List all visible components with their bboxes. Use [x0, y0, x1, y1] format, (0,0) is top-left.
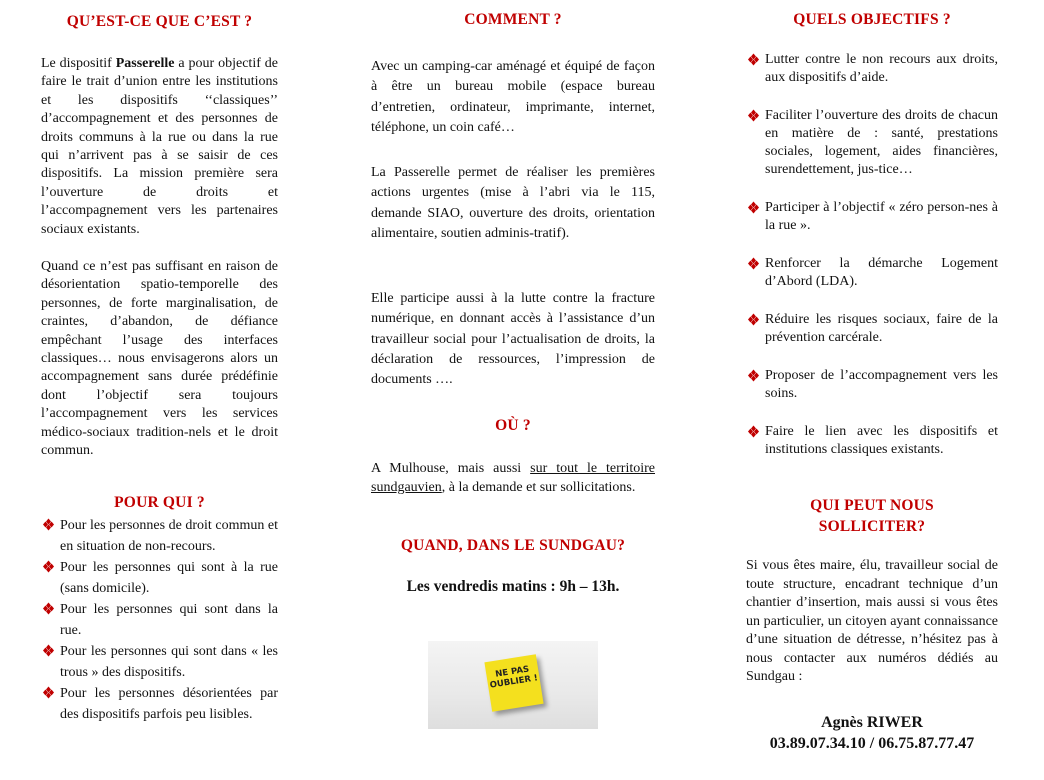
list-item: Faire le lien avec les dispositifs et institutions classiques existants.: [746, 423, 998, 459]
list-item: Proposer de l’accompagnement vers les soins.: [746, 367, 998, 403]
diamond-bullet-icon: [747, 369, 760, 382]
list-item: Lutter contre le non recours aux droits, aux dispositifs d’aide.: [746, 51, 998, 87]
diamond-bullet-icon: [747, 425, 760, 438]
section-title-objectives: QUELS OBJECTIFS ?: [793, 11, 951, 28]
list-item: Réduire les risques sociaux, faire de la prévention carcérale.: [746, 311, 998, 347]
contact-paragraph: Si vous êtes maire, élu, travailleur social de toute structure, encadrant technique d’un chantier d’insertion, mais aussi si vous êtes un particulier, un citoyen ayant connaissance d’une situation de détresse, n’hésitez pas à nous contacter aux numéros dédiés au Sundgau :: [746, 558, 998, 684]
for-whom-list: [41, 515, 278, 725]
list-item: Pour les personnes de droit commun et en situation de non-recours.: [41, 515, 278, 557]
sticky-note-icon: NE PAS OUBLIER !: [484, 654, 543, 712]
territory-link: sur tout le territoire sundgauvien: [371, 461, 655, 495]
where-paragraph: A Mulhouse, mais aussi sur tout le territoire sundgauvien, à la demande et sur sollicitations.: [371, 461, 655, 495]
list-item: Pour les personnes qui sont dans la rue.: [41, 599, 278, 641]
section-title-contact: QUI PEUT NOUS SOLLICITER?: [810, 497, 934, 535]
diamond-bullet-icon: [42, 686, 55, 699]
reminder-image: [428, 641, 598, 729]
list-item: Renforcer la démarche Logement d’Abord (LDA).: [746, 255, 998, 291]
objectives-list: [746, 51, 998, 479]
how-paragraph-3: Elle participe aussi à la lutte contre la fracture numérique, en donnant accès à l’assistance d’un travailleur social pour l’actualisation de droits, la déclaration de ressources, l’impression de documents ….: [371, 291, 655, 388]
intro-paragraph: Le dispositif Passerelle a pour objectif de faire le trait d’union entre les institutions et les dispositifs ‘‘classiques’’ d’accompagnement et des personnes de droits communs à la rue ou dans la rue qui n’arrivent pas à se saisir de ces dispositifs. La mission première sera l’ouverture de droits et l’accompagnement vers les partenaires sociaux existants.: [41, 56, 278, 237]
diamond-bullet-icon: [42, 560, 55, 573]
how-paragraph-1: Avec un camping-car aménagé et équipé de façon à être un bureau mobile (espace bureau d’entretien, ordinateur, imprimante, internet, téléphone, un coin café…: [371, 59, 655, 135]
schedule-text: Les vendredis matins : 9h – 13h.: [406, 578, 620, 595]
diamond-bullet-icon: [42, 518, 55, 531]
diamond-bullet-icon: [42, 602, 55, 615]
second-paragraph: Quand ce n’est pas suffisant en raison de désorientation spatio-temporelle des personnes, de forte marginalisation, de craintes, d’abandon, de défiance empêchant l’usage des interfaces classiques… nous envisagerons alors un accompagnement sans durée prédéfinie dont l’objectif sera toujours l’accompagnement vers les services médico-sociaux tradition-nels et le droit commun.: [41, 259, 278, 459]
passerelle-label: Passerelle: [115, 56, 175, 71]
diamond-bullet-icon: [747, 313, 760, 326]
contact-phones: 03.89.07.34.10 / 06.75.87.77.47: [769, 735, 975, 752]
diamond-bullet-icon: [747, 109, 760, 122]
how-paragraph-2: La Passerelle permet de réaliser les premières actions urgentes (mise à l’abri via le 115, demande SIAO, ouverture des droits, orientation alimentaire, soutien adminis-tratif).: [371, 165, 655, 241]
diamond-bullet-icon: [747, 257, 760, 270]
list-item: Pour les personnes qui sont dans « les trous » des dispositifs.: [41, 641, 278, 683]
contact-name: Agnès RIWER: [821, 714, 923, 731]
section-title-what: QU’EST-CE QUE C’EST ?: [66, 13, 253, 30]
diamond-bullet-icon: [747, 53, 760, 66]
section-title-how: COMMENT ?: [464, 11, 562, 28]
list-item: Faciliter l’ouverture des droits de chacun en matière de : santé, prestations sociales, logement, aides financières, surendettement, jus-tice…: [746, 107, 998, 179]
section-title-where: OÙ ?: [495, 417, 531, 434]
section-title-when: QUAND, DANS LE SUNDGAU?: [400, 537, 626, 554]
diamond-bullet-icon: [747, 201, 760, 214]
section-title-for-whom: POUR QUI ?: [114, 494, 205, 511]
list-item: Participer à l’objectif « zéro person-nes à la rue ».: [746, 199, 998, 235]
list-item: Pour les personnes qui sont à la rue (sans domicile).: [41, 557, 278, 599]
list-item: Pour les personnes désorientées par des dispositifs parfois peu lisibles.: [41, 683, 278, 725]
diamond-bullet-icon: [42, 644, 55, 657]
